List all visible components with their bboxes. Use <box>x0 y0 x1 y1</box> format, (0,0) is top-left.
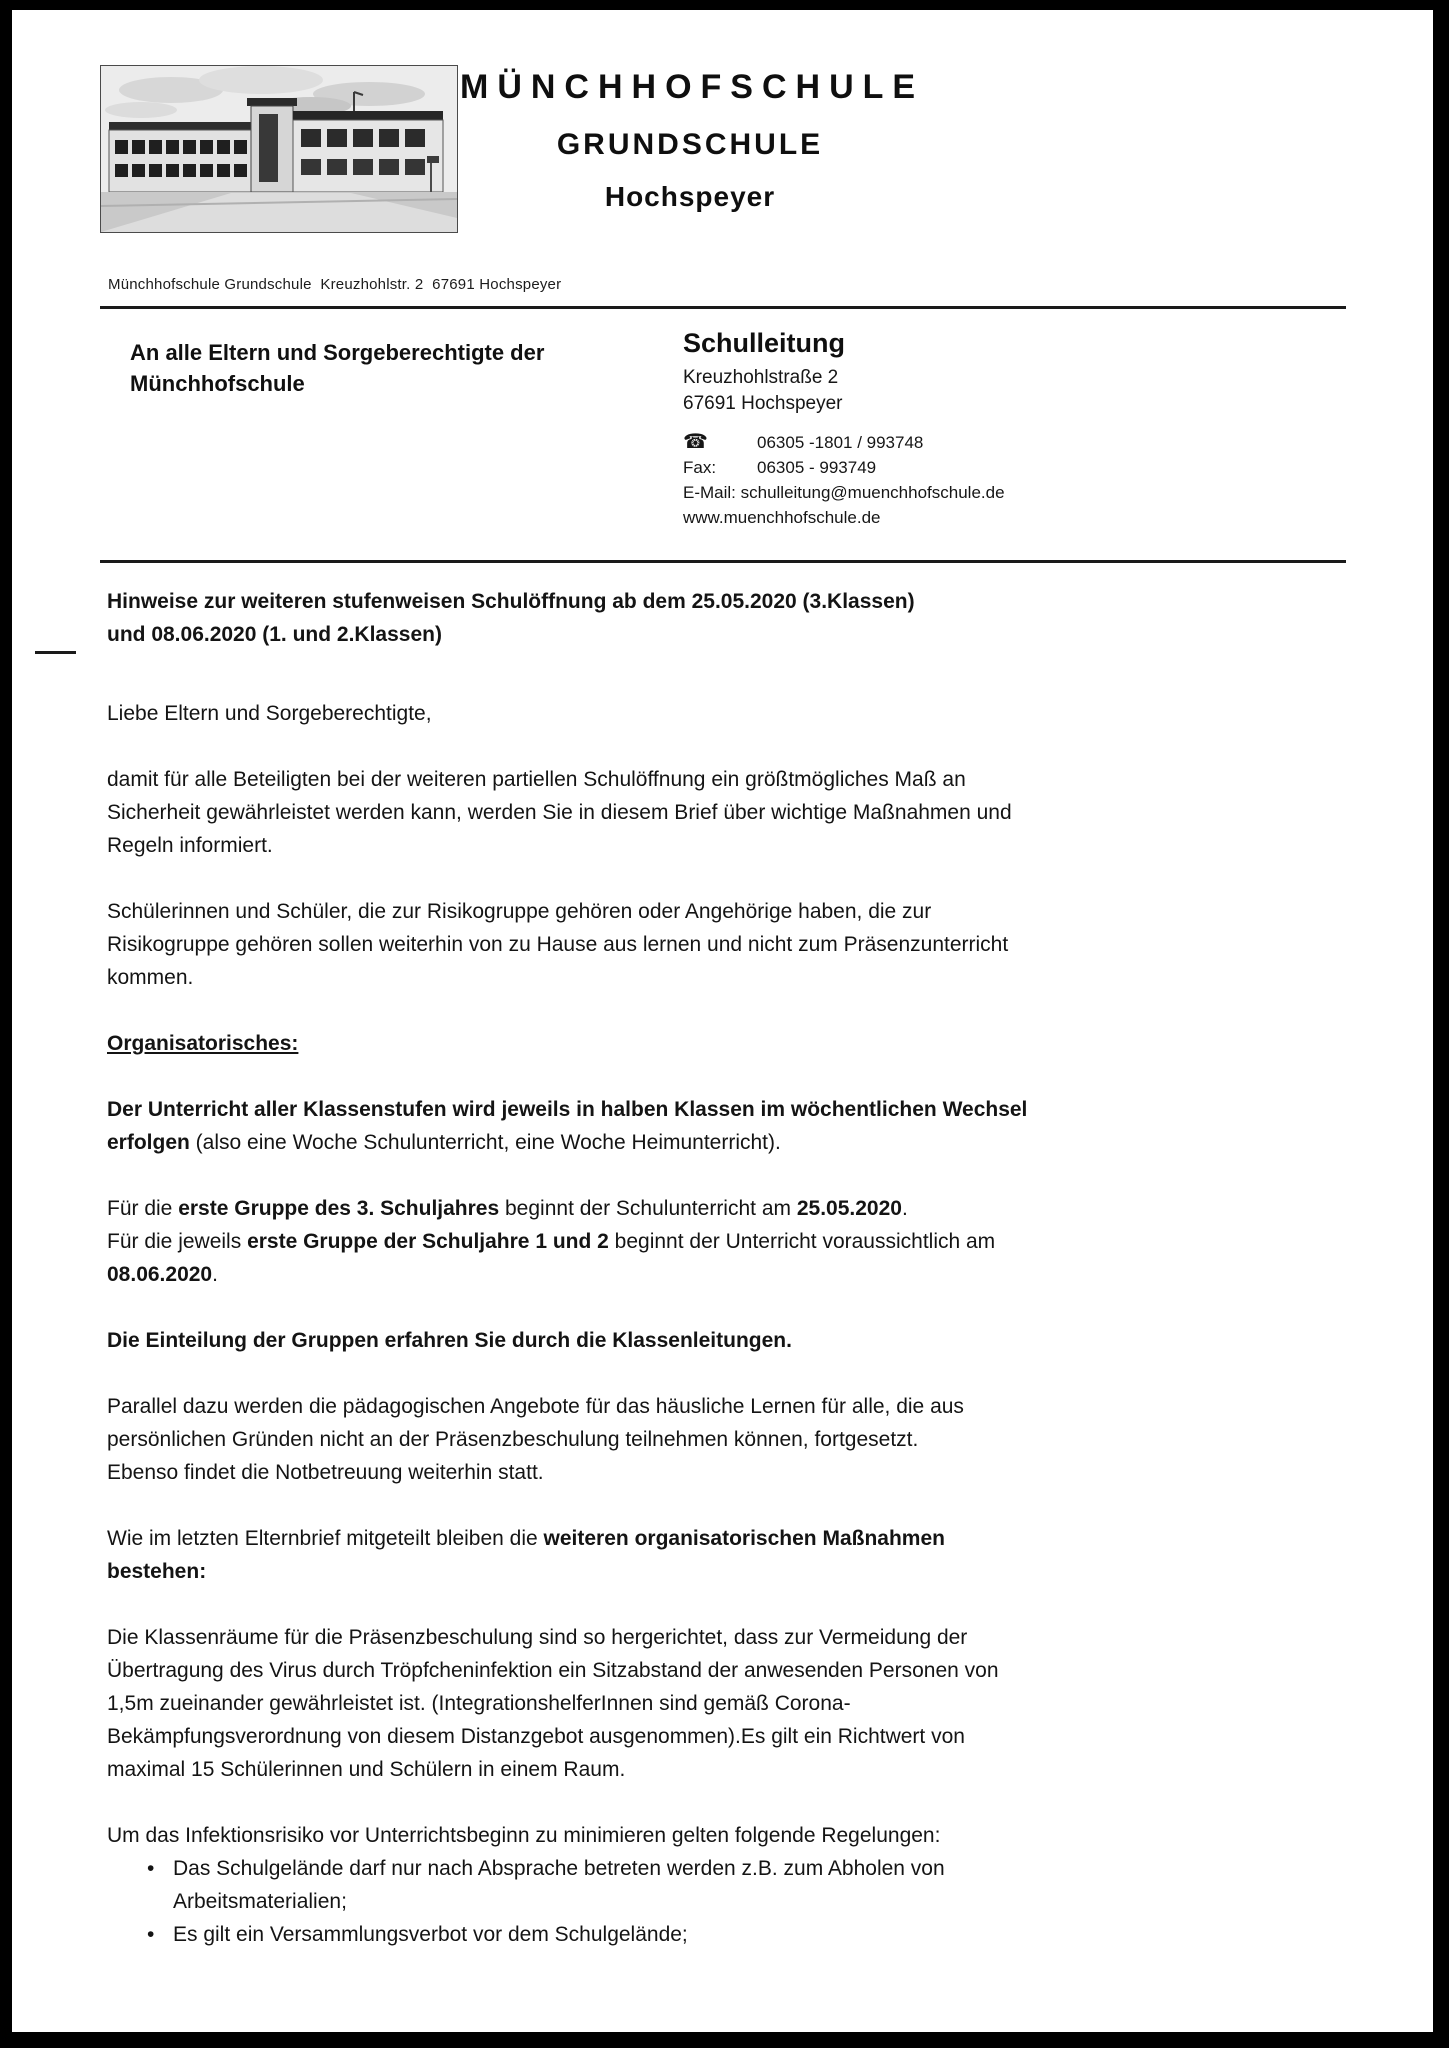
bold-text: Der Unterricht aller Klassenstufen wird jeweils in halben Klassen im wöchentlichen Wechsel <box>107 1098 1028 1121</box>
school-building-photo <box>100 65 458 233</box>
school-city: Hochspeyer <box>604 181 776 212</box>
bold-text: 08.06.2020 <box>107 1263 213 1286</box>
bold-text: erste Gruppe des 3. Schuljahres <box>178 1197 500 1220</box>
text: damit für alle Beteiligten bei der weiteren partiellen Schulöffnung ein größtmögliches Maß an <box>107 768 966 791</box>
risk-group-paragraph <box>107 895 1345 994</box>
bullet-item <box>107 1918 1345 1951</box>
sender-city: 67691 Hochspeyer <box>683 393 843 414</box>
group-assignment-paragraph <box>107 1324 1345 1357</box>
letter-page <box>12 10 1433 2032</box>
website-line: www.muenchhofschule.de <box>683 508 881 527</box>
fax-label: Fax: <box>683 458 717 477</box>
school-building-illustration <box>101 66 457 232</box>
rules-bullet-list <box>107 1852 1345 1951</box>
text: Die Klassenräume für die Präsenzbeschulung sind so hergerichtet, dass zur Vermeidung der <box>107 1626 968 1649</box>
text: Das Schulgelände darf nur nach Absprache betreten werden z.B. zum Abholen von <box>173 1857 945 1880</box>
text: persönlichen Gründen nicht an der Präsenzbeschulung teilnehmen können, fortgesetzt. <box>107 1428 919 1451</box>
text: Sicherheit gewährleistet werden kann, werden Sie in diesem Brief über wichtige Maßnahmen und <box>107 801 1012 824</box>
salutation <box>107 697 1345 730</box>
school-title-block <box>460 68 925 213</box>
letter-body <box>100 585 1345 1951</box>
fax-number: 06305 - 993749 <box>757 458 877 477</box>
text: Schülerinnen und Schüler, die zur Risikogruppe gehören oder Angehörige haben, die zur <box>107 900 932 923</box>
phone-icon: ☎ <box>683 431 708 453</box>
text: Für die <box>107 1197 179 1220</box>
sender-street: Kreuzhohlstraße 2 <box>683 367 839 388</box>
section-heading-organisatorisches <box>107 1027 1345 1060</box>
text: Bekämpfungsverordnung von diesem Distanzgebot ausgenommen).Es gilt ein Richtwert von <box>107 1725 965 1748</box>
email-line: E-Mail: schulleitung@muenchhofschule.de <box>683 483 1005 502</box>
phone-number: 06305 -1801 / 993748 <box>757 433 924 452</box>
text: Parallel dazu werden die pädagogischen Angebote für das häusliche Lernen für alle, die aus <box>107 1395 964 1418</box>
phone-line <box>683 430 1005 455</box>
bullet-icon: • <box>147 1857 155 1880</box>
text: Risikogruppe gehören sollen weiterhin von zu Hause aus lernen und nicht zum Präsenzunterricht <box>107 933 1009 956</box>
bold-text: bestehen: <box>107 1560 207 1583</box>
text: Übertragung des Virus durch Tröpfcheninfektion ein Sitzabstand der anwesenden Personen von <box>107 1659 999 1682</box>
classroom-setup-paragraph <box>107 1621 1345 1786</box>
letterhead <box>12 10 1433 563</box>
text: 1,5m zueinander gewährleistet ist. (IntegrationshelferInnen sind gemäß Corona- <box>107 1692 851 1715</box>
text: Regeln informiert. <box>107 834 273 857</box>
bullet-text <box>173 1852 945 1918</box>
letterhead-divider-top <box>100 306 1346 309</box>
recipient-line-1: An alle Eltern und Sorgeberechtigte der <box>130 340 545 365</box>
letterhead-divider-bottom <box>100 560 1346 563</box>
fax-line <box>683 455 1005 480</box>
infection-risk-paragraph <box>107 1819 1345 1852</box>
bullet-item <box>107 1852 1345 1918</box>
text: beginnt der Schulunterricht am <box>499 1197 797 1220</box>
text: beginnt der Unterricht voraussichtlich am <box>608 1230 996 1253</box>
text: (also eine Woche Schulunterricht, eine Woche Heimunterricht). <box>189 1131 781 1154</box>
text: Liebe Eltern und Sorgeberechtigte, <box>107 702 432 725</box>
measures-remain-paragraph <box>107 1522 1345 1588</box>
alternating-weeks-paragraph <box>107 1093 1345 1159</box>
sender-contact <box>683 430 1005 530</box>
bold-text: erfolgen <box>107 1131 190 1154</box>
recipient-block <box>130 337 544 399</box>
bold-text: und 08.06.2020 (1. und 2.Klassen) <box>107 623 442 646</box>
text: . <box>212 1263 218 1286</box>
bold-text: erste Gruppe der Schuljahre 1 und 2 <box>247 1230 609 1253</box>
start-dates-paragraph <box>107 1192 1345 1291</box>
text: maximal 15 Schülerinnen und Schülern in einem Raum. <box>107 1758 626 1781</box>
school-name: MÜNCHHOFSCHULE <box>460 68 925 106</box>
bullet-icon: • <box>147 1923 155 1946</box>
bold-text: Die Einteilung der Gruppen erfahren Sie durch die Klassenleitungen. <box>107 1329 792 1352</box>
bold-text: weiteren organisatorischen Maßnahmen <box>543 1527 945 1550</box>
text: Arbeitsmaterialien; <box>173 1890 347 1913</box>
subject-heading <box>107 585 1345 651</box>
text: Ebenso findet die Notbetreuung weiterhin statt. <box>107 1461 544 1484</box>
sender-address <box>683 365 1005 417</box>
text: kommen. <box>107 966 194 989</box>
text: . <box>901 1197 908 1220</box>
recipient-line-2: Münchhofschule <box>130 371 305 396</box>
fold-mark <box>35 651 76 654</box>
text: Wie im letzten Elternbrief mitgeteilt bleiben die <box>107 1527 544 1550</box>
bold-text: Hinweise zur weiteren stufenweisen Schulöffnung ab dem 25.05.2020 (3.Klassen) <box>107 590 915 613</box>
text: Für die jeweils <box>107 1230 248 1253</box>
sender-title: Schulleitung <box>683 328 845 358</box>
text: Es gilt ein Versammlungsverbot vor dem Schulgelände; <box>173 1923 688 1946</box>
sender-block <box>683 328 1005 530</box>
home-learning-paragraph <box>107 1390 1345 1489</box>
bold-text: Organisatorisches: <box>107 1032 299 1055</box>
photo-caption: Münchhofschule Grundschule Kreuzhohlstr. 2 67691 Hochspeyer <box>108 276 562 293</box>
school-type: GRUNDSCHULE <box>556 128 824 161</box>
bold-text: 25.05.2020 <box>796 1197 902 1220</box>
intro-paragraph <box>107 763 1345 862</box>
bullet-text <box>173 1918 688 1951</box>
text: Um das Infektionsrisiko vor Unterrichtsbeginn zu minimieren gelten folgende Regelungen: <box>107 1824 941 1847</box>
